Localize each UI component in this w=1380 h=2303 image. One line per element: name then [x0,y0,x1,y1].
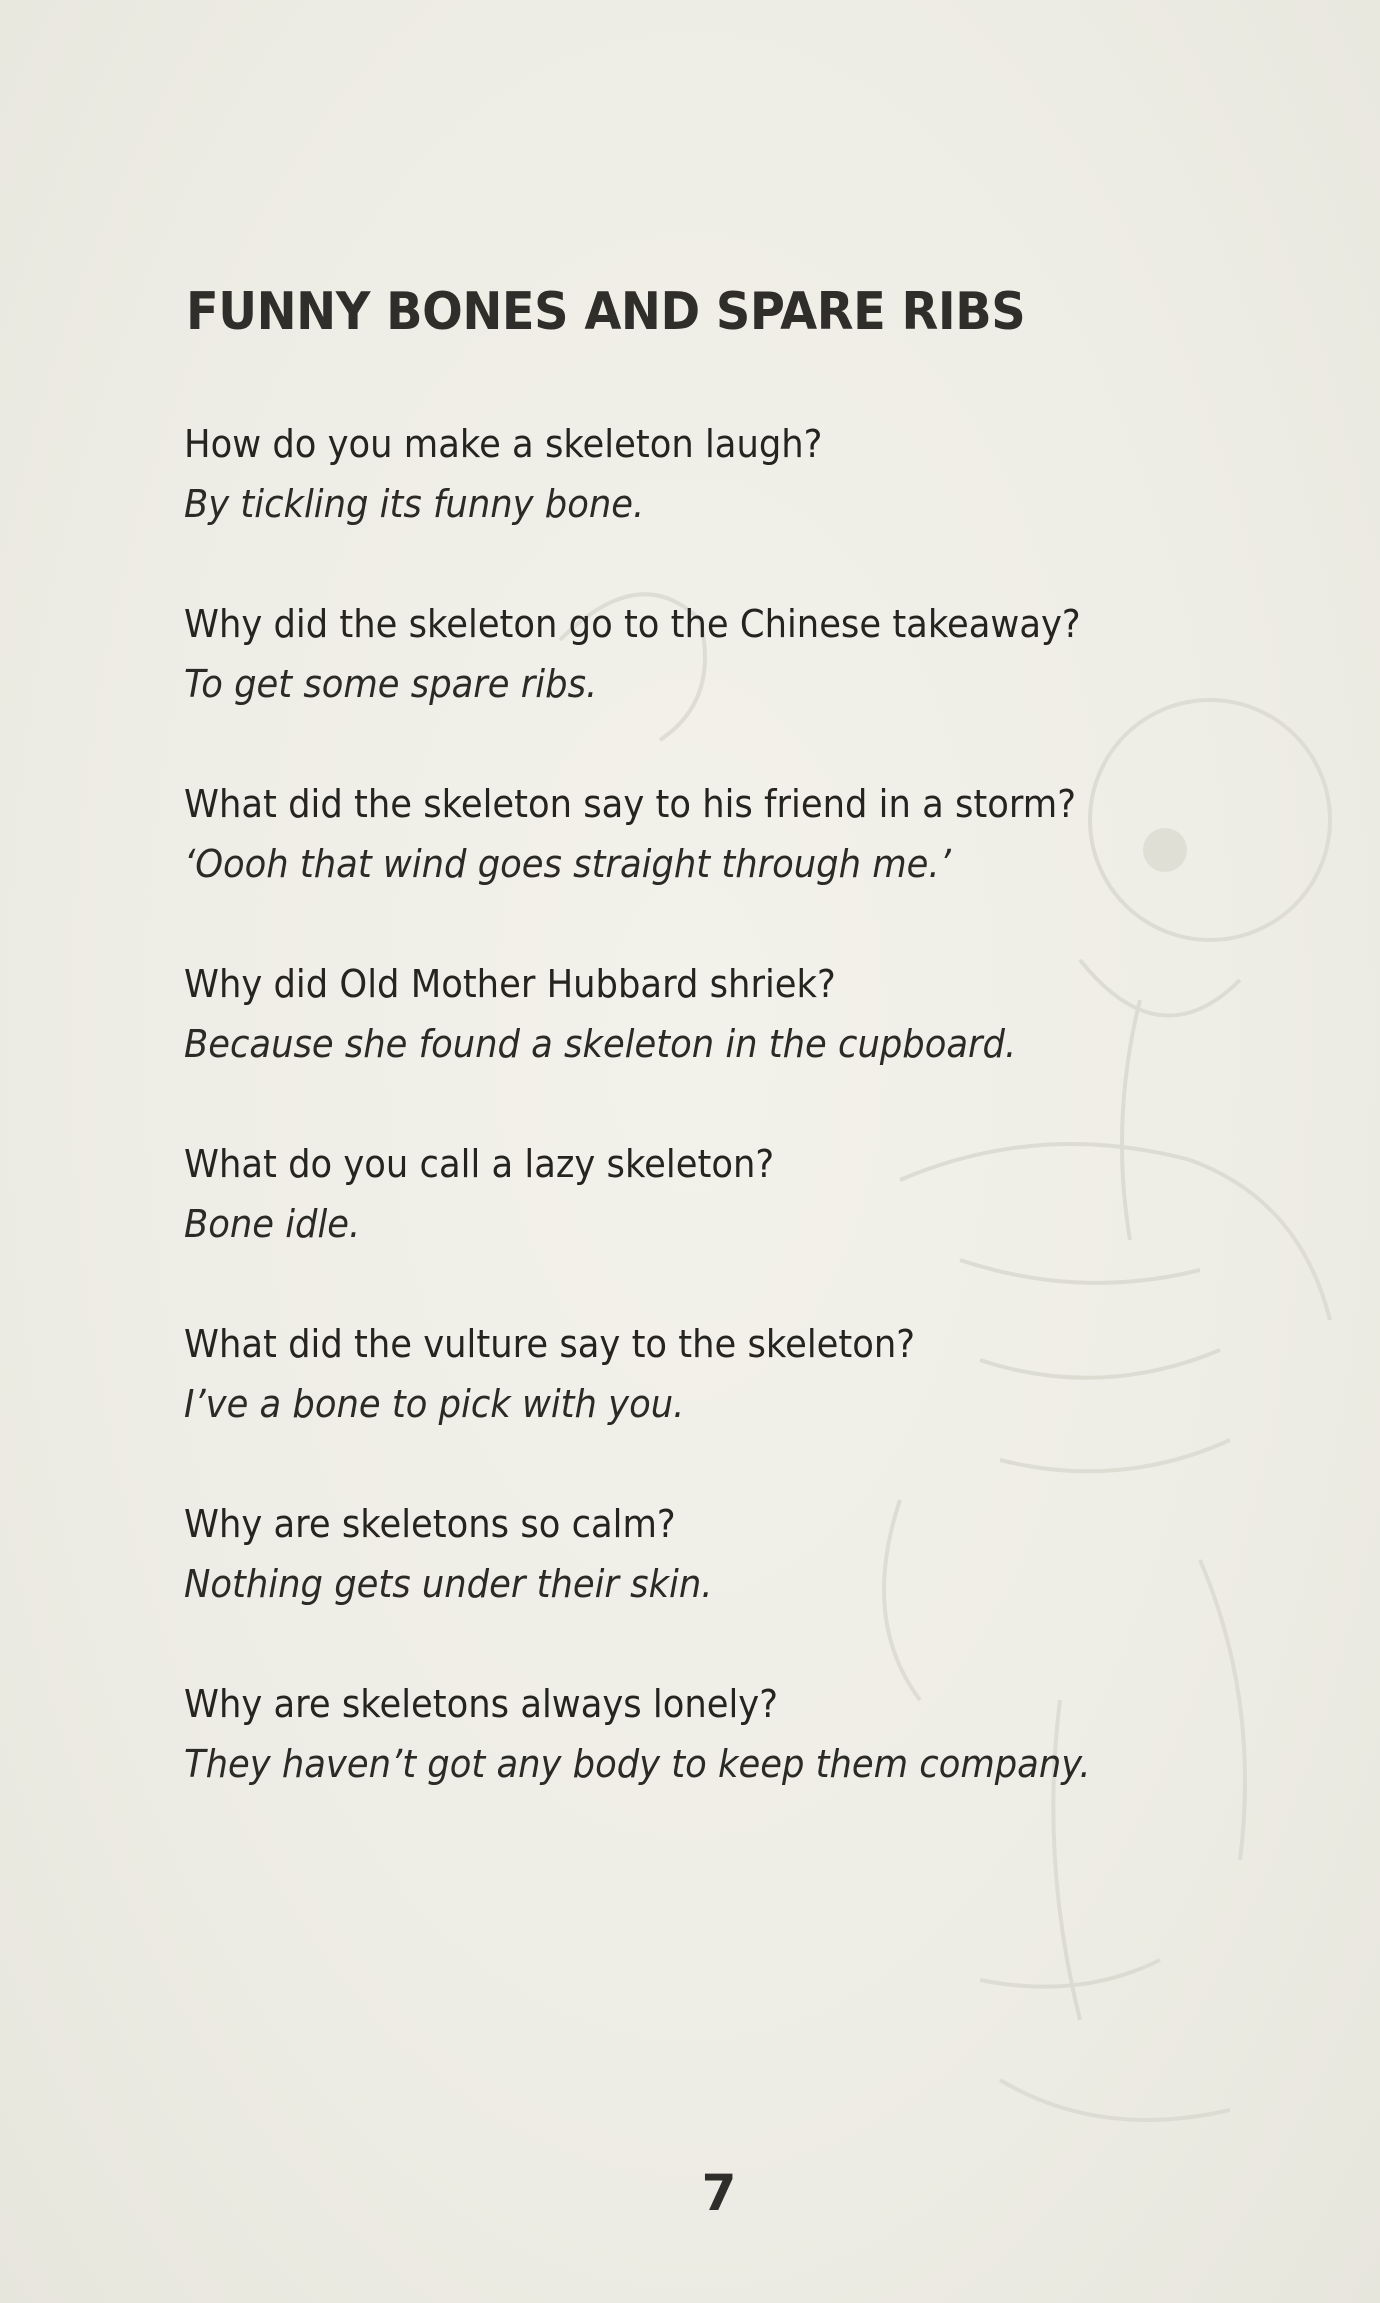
joke-answer: By tickling its funny bone. [184,482,645,526]
joke-answer: Nothing gets under their skin. [184,1562,713,1606]
joke-item [184,1320,1264,1500]
joke-item [184,600,1264,780]
page-number: 7 [701,2164,737,2222]
joke-answer: ‘Oooh that wind goes straight through me.’ [184,842,951,886]
joke-item [184,1500,1264,1680]
joke-answer: They haven’t got any body to keep them company. [184,1742,1091,1786]
joke-list [184,420,1264,1860]
joke-question: What did the skeleton say to his friend in a storm? [184,782,1076,826]
joke-answer: Bone idle. [184,1202,361,1246]
joke-question: Why did Old Mother Hubbard shriek? [184,962,836,1006]
joke-answer: To get some spare ribs. [184,662,598,706]
joke-question: Why are skeletons so calm? [184,1502,676,1546]
joke-question: Why are skeletons always lonely? [184,1682,778,1726]
joke-question: How do you make a skeleton laugh? [184,422,823,466]
joke-item [184,780,1264,960]
joke-answer: Because she found a skeleton in the cupboard. [184,1022,1017,1066]
joke-question: What did the vulture say to the skeleton? [184,1322,916,1366]
section-heading: FUNNY BONES AND SPARE RIBS [186,282,1026,342]
joke-question: Why did the skeleton go to the Chinese takeaway? [184,602,1081,646]
joke-answer: I’ve a bone to pick with you. [184,1382,685,1426]
joke-item [184,1140,1264,1320]
joke-item [184,420,1264,600]
joke-question: What do you call a lazy skeleton? [184,1142,775,1186]
joke-item [184,960,1264,1140]
joke-item [184,1680,1264,1860]
